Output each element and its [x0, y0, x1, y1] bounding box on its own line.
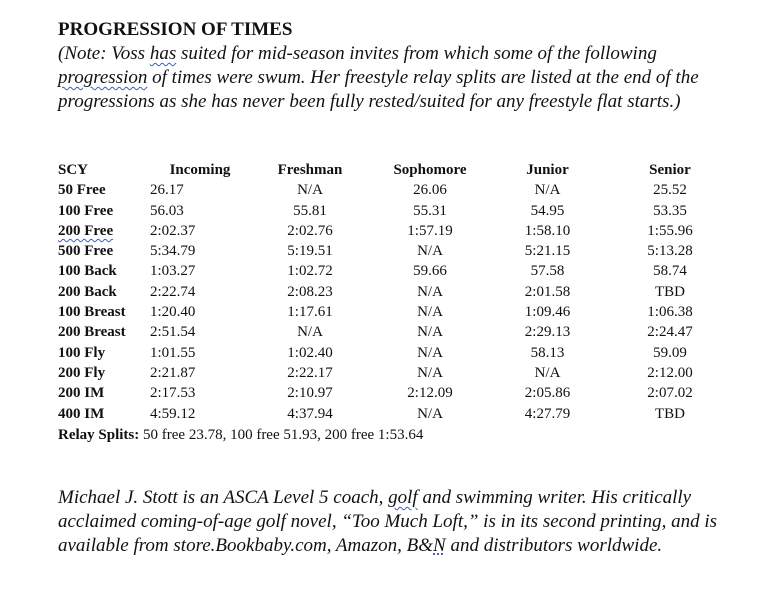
table-row [58, 241, 735, 261]
time-cell: 4:27.79 [524, 405, 571, 422]
time-cell: 1:02.40 [287, 344, 333, 361]
time-cell: 2:07.02 [647, 385, 693, 402]
table-row [58, 302, 735, 322]
time-cell: 5:21.15 [524, 243, 571, 260]
time-cell: 55.31 [413, 202, 447, 219]
time-cell: 1:20.40 [150, 304, 196, 321]
note-text: (Note: Voss [58, 43, 150, 64]
time-cell: 5:19.51 [287, 243, 333, 260]
bio-text: Michael J. Stott is an ASCA Level 5 coach, [58, 487, 389, 508]
time-cell: 4:59.12 [150, 405, 196, 422]
note-paragraph [58, 42, 748, 114]
time-cell: 1:55.96 [647, 222, 693, 239]
table-row [58, 343, 735, 363]
column-header-incoming: Incoming [169, 162, 231, 178]
time-cell: N/A [417, 243, 443, 260]
time-cell: 1:58.10 [524, 222, 571, 239]
time-cell: 2:12.00 [647, 364, 693, 381]
time-cell: N/A [417, 324, 443, 341]
author-bio [58, 486, 748, 558]
time-cell: N/A [417, 405, 443, 422]
time-cell: 2:22.74 [150, 283, 196, 300]
time-cell: 1:03.27 [150, 263, 196, 280]
time-cell: 5:34.79 [150, 243, 196, 260]
time-cell: 2:02.37 [150, 222, 196, 239]
event-name-cell: 200 Breast [58, 324, 126, 341]
time-cell: 26.06 [413, 182, 447, 199]
event-name-cell: 100 Free [58, 202, 114, 219]
spellcheck-word-golf: golf [388, 487, 418, 508]
time-cell: 2:22.17 [287, 364, 333, 381]
table-row [58, 180, 735, 200]
bio-text: and swimming writer. His critically acclaimed coming-of-age golf novel, “Too Much Loft,” is in its second printing, and is available from store.Bookbaby.com, Amazon, B& [58, 487, 717, 556]
time-cell: 2:12.09 [407, 385, 453, 402]
table-row [58, 221, 735, 241]
event-name-cell: 200 Back [58, 283, 117, 300]
page-title: PROGRESSION OF TIMES [58, 19, 293, 40]
time-cell: 1:17.61 [287, 304, 333, 321]
event-name-cell: 200 Free [58, 222, 114, 239]
time-cell: 2:51.54 [150, 324, 196, 341]
time-cell: 2:17.53 [150, 385, 196, 402]
time-cell: 1:06.38 [647, 304, 693, 321]
time-cell: N/A [417, 304, 443, 321]
time-cell: N/A [417, 283, 443, 300]
relay-splits-label: Relay Splits: [58, 427, 140, 443]
event-name-cell: 100 Back [58, 263, 117, 280]
table-row [58, 261, 735, 281]
relay-splits-text: 50 free 23.78, 100 free 51.93, 200 free 1:53.64 [139, 427, 424, 443]
time-cell: 56.03 [150, 202, 184, 219]
event-name-cell: 500 Free [58, 243, 114, 260]
time-cell: TBD [655, 283, 685, 300]
event-name-cell: 400 IM [58, 405, 105, 422]
time-cell: 55.81 [293, 202, 327, 219]
times-table [58, 160, 735, 424]
table-row [58, 363, 735, 383]
spellcheck-letter-n: N [433, 535, 446, 556]
time-cell: 53.35 [653, 202, 687, 219]
bio-text: and distributors worldwide. [445, 535, 663, 556]
time-cell: N/A [297, 182, 323, 199]
time-cell: 4:37.94 [287, 405, 333, 422]
spellcheck-word-has: has [149, 43, 177, 64]
time-cell: 58.13 [530, 344, 565, 361]
time-cell: 59.09 [653, 344, 687, 361]
time-cell: 1:57.19 [407, 222, 453, 239]
time-cell: 1:02.72 [287, 263, 333, 280]
column-header-freshman: Freshman [277, 162, 343, 178]
time-cell: 2:02.76 [287, 222, 333, 239]
spellcheck-word-progression: progression [58, 67, 148, 88]
event-name-cell: 200 IM [58, 385, 105, 402]
event-name-cell: 100 Fly [58, 344, 106, 361]
note-text: of times were swum. Her freestyle relay splits are listed at the end of the progressions as she has never been fully rested/suited for any freestyle flat starts.) [58, 67, 699, 112]
time-cell: 2:08.23 [287, 283, 333, 300]
time-cell: 2:24.47 [647, 324, 693, 341]
time-cell: TBD [655, 405, 685, 422]
time-cell: 26.17 [150, 182, 184, 199]
time-cell: 2:10.97 [287, 385, 333, 402]
time-cell: 2:29.13 [524, 324, 571, 341]
event-name-cell: 100 Breast [58, 304, 126, 321]
time-cell: 2:01.58 [524, 283, 571, 300]
event-name-cell: 50 Free [58, 182, 106, 199]
table-header-row [58, 160, 735, 180]
document-page [58, 18, 748, 556]
table-row [58, 404, 735, 424]
time-cell: 59.66 [413, 263, 447, 280]
relay-splits [58, 425, 423, 445]
time-cell: 54.95 [530, 202, 565, 219]
note-text: suited for mid-season invites from which some of the following [176, 43, 657, 64]
time-cell: 1:09.46 [524, 304, 571, 321]
time-cell: N/A [417, 344, 443, 361]
table-row [58, 201, 735, 221]
time-cell: 1:01.55 [150, 344, 196, 361]
times-table-body [58, 180, 735, 424]
time-cell: 2:05.86 [524, 385, 571, 402]
event-name-cell: 200 Fly [58, 364, 106, 381]
column-header-scy: SCY [58, 162, 89, 178]
time-cell: 25.52 [653, 182, 687, 199]
time-cell: 5:13.28 [647, 243, 693, 260]
table-row [58, 282, 735, 302]
table-row [58, 383, 735, 403]
time-cell: N/A [417, 364, 443, 381]
time-cell: 57.58 [530, 263, 565, 280]
time-cell: N/A [534, 364, 561, 381]
table-row [58, 322, 735, 342]
time-cell: N/A [297, 324, 323, 341]
time-cell: 58.74 [653, 263, 687, 280]
column-header-junior: Junior [526, 162, 569, 178]
column-header-sophomore: Sophomore [393, 162, 467, 178]
time-cell: 2:21.87 [150, 364, 196, 381]
column-header-senior: Senior [649, 162, 691, 178]
time-cell: N/A [534, 182, 561, 199]
